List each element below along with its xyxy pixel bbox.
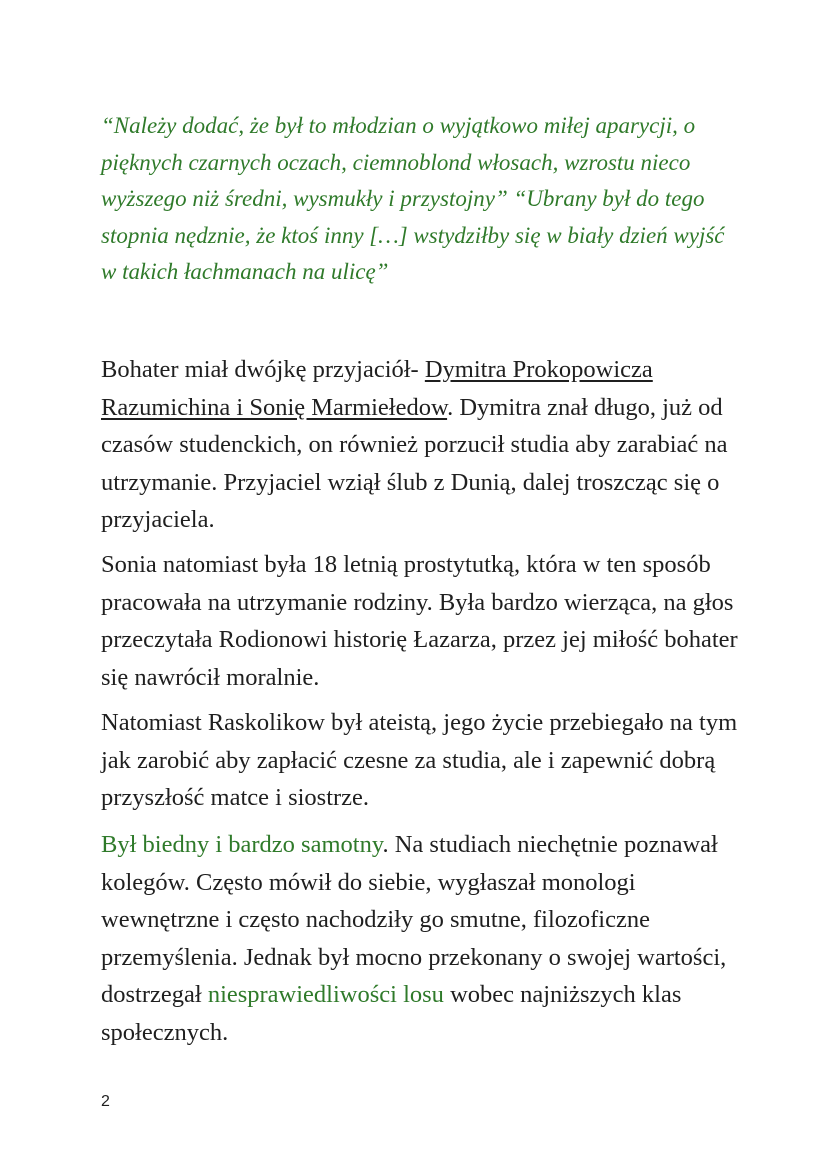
paragraph-loneliness xyxy=(101,826,741,1051)
highlighted-text: niesprawiedliwości losu xyxy=(207,981,444,1008)
quote-block: “Należy dodać, że był to młodzian o wyjątkowo miłej aparycji, o pięknych czarnych oczach, ciemnoblond włosach, wzrostu nieco wyższego niż średni, wysmukły i przystojny” “Ubrany był do tego stopnia nędznie, że ktoś inny […] wstydziłby się w biały dzień wyjść w takich łachmanach na ulicę” xyxy=(101,113,725,284)
highlighted-text: Był biedny i bardzo samotny xyxy=(101,831,383,858)
paragraph-text: . Na studiach niechętnie poznawał kolegów. Często mówił do siebie, wygłaszał monologi wewnętrzne i często nachodziły go smutne, filozoficzne przemyślenia. Jednak był mocno przekonany o swojej wartości, dostrzegał xyxy=(101,831,727,1008)
paragraph-sonia: Sonia natomiast była 18 letnią prostytutką, która w ten sposób pracowała na utrzymanie rodziny. Była bardzo wierząca, na głos przeczytała Rodionowi historię Łazarza, przez jej miłość bohater się nawrócił moralnie. xyxy=(101,551,738,691)
paragraph-raskolnikov: Natomiast Raskolikow był ateistą, jego życie przebiegało na tym jak zarobić aby zapłacić czesne za studia, ale i zapewnić dobrą przyszłość matce i siostrze. xyxy=(101,709,738,811)
paragraph-text: Bohater miał dwójkę przyjaciół- xyxy=(101,356,425,383)
paragraph-text: wobec najniższych klas społecznych. xyxy=(101,981,682,1046)
page-number: 2 xyxy=(101,1093,110,1110)
paragraph-text: . Dymitra znał długo, już od czasów studenckich, on również porzucił studia aby zarabiać na utrzymanie. Przyjaciel wziął ślub z Dunią, dalej troszcząc się o przyjaciela. xyxy=(101,393,728,533)
underlined-names: Dymitra Prokopowicza Razumichina i Sonię Marmiełedow xyxy=(101,356,653,421)
paragraph-friends xyxy=(101,351,741,539)
